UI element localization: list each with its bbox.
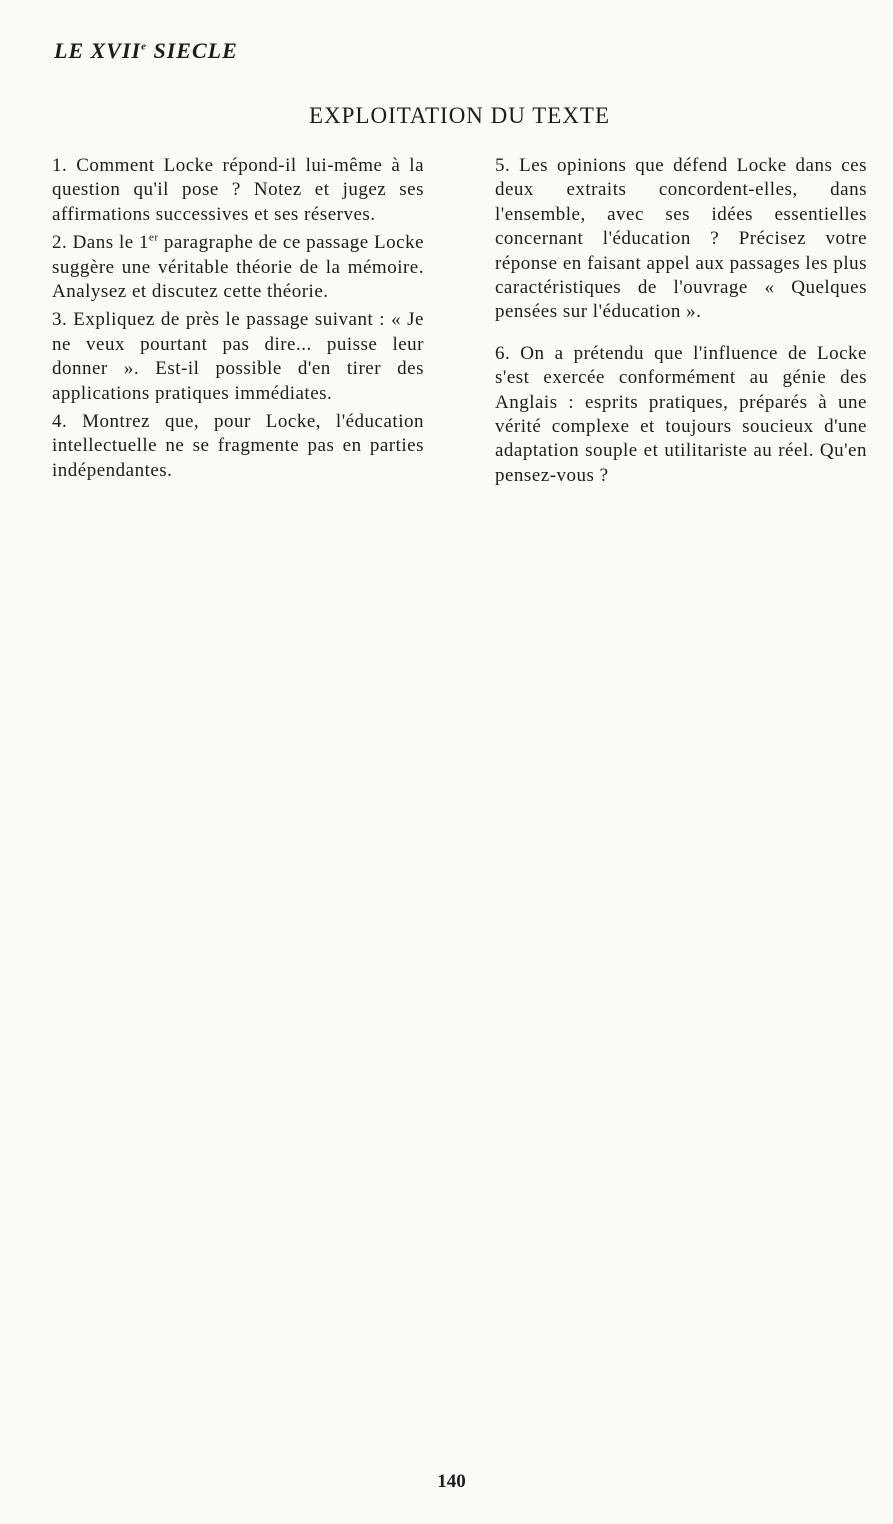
running-head-superscript: e bbox=[141, 40, 147, 53]
question-3: 3. Expliquez de près le passage suivant : « Je ne veux pourtant pas dire... puisse leur donner ». Est-il possible d'en tirer des applications pratiques immédiates. bbox=[52, 309, 424, 404]
question-6: 6. On a prétendu que l'influence de Locke s'est exercée conformément au génie des Anglais : esprits pratiques, préparés à une vérité complexe et toujours soucieux d'une adaptation souple et utilitariste au réel. Qu'en pensez-vous ? bbox=[495, 342, 867, 486]
section-title: EXPLOITATION DU TEXTE bbox=[308, 103, 611, 128]
running-head-suffix: SIECLE bbox=[146, 38, 238, 63]
running-head bbox=[54, 38, 238, 64]
question-1: 1. Comment Locke répond-il lui-même à la question qu'il pose ? Notez et jugez ses affirmations successives et ses réserves. bbox=[52, 155, 424, 225]
right-column bbox=[495, 154, 867, 492]
question-2 bbox=[52, 231, 424, 304]
question-2-text-start: 2. Dans le 1 bbox=[52, 232, 150, 254]
question-5: 5. Les opinions que défend Locke dans ces deux extraits concordent-elles, dans l'ensemble, avec ses idées essentielles concernant l'éducation ? Précisez votre réponse en faisant appel aux passages les plus caractéristiques de l'ouvrage « Quelques pensées sur l'éducation ». bbox=[495, 155, 867, 323]
question-2-superscript: er bbox=[149, 231, 159, 244]
running-head-prefix: LE XVII bbox=[54, 38, 142, 63]
left-column bbox=[52, 154, 424, 487]
question-4: 4. Montrez que, pour Locke, l'éducation intellectuelle ne se fragmente pas en parties indépendantes. bbox=[52, 411, 424, 481]
question-2-text-end: paragraphe de ce passage Locke suggère une véritable théorie de la mémoire. Analysez et discutez cette théorie. bbox=[52, 232, 425, 303]
page-number: 140 bbox=[437, 1471, 466, 1492]
